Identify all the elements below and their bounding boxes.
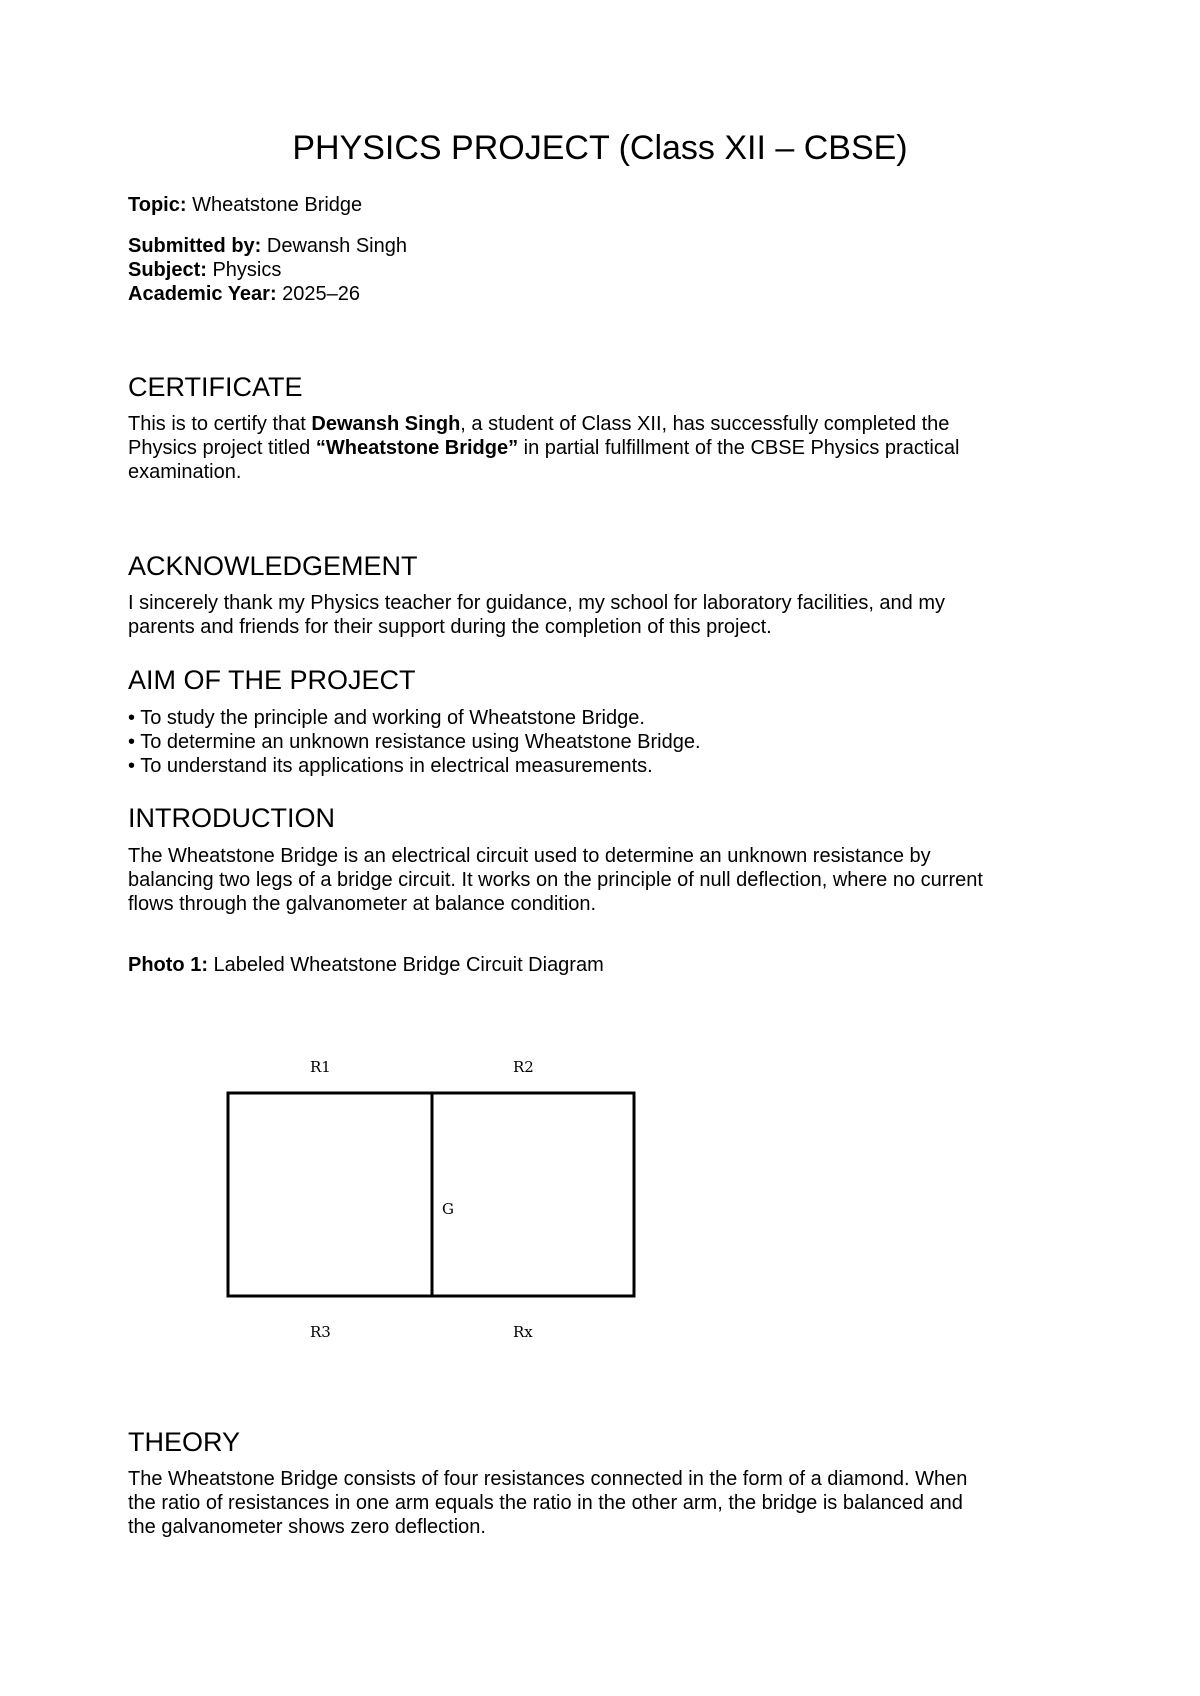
r1-label: R1 (310, 1058, 331, 1076)
theory-line: The Wheatstone Bridge consists of four resistances connected in the form of a diamond. When (128, 1468, 968, 1490)
topic-label: Topic: (128, 194, 187, 216)
submitted-by-label: Submitted by: (128, 235, 262, 257)
academic-year-value: 2025–26 (276, 283, 361, 305)
introduction-line: The Wheatstone Bridge is an electrical circuit used to determine an unknown resistance by (128, 845, 931, 867)
topic-value: Wheatstone Bridge (186, 194, 363, 216)
photo-caption-text: Labeled Wheatstone Bridge Circuit Diagram (208, 954, 604, 976)
r2-label: R2 (513, 1058, 534, 1076)
r3-label: R3 (310, 1323, 331, 1341)
introduction-heading: INTRODUCTION (128, 803, 335, 833)
page-title: PHYSICS PROJECT (Class XII – CBSE) (292, 129, 908, 167)
subject-label: Subject: (128, 259, 207, 281)
theory-heading: THEORY (128, 1427, 241, 1457)
galvanometer-label: G (442, 1200, 454, 1218)
theory-text (128, 1467, 1088, 1539)
submitted-by-value: Dewansh Singh (261, 235, 407, 257)
photo-label: Photo 1: (128, 954, 208, 976)
student-name: Dewansh Singh (311, 413, 461, 435)
acknowledgement-heading: ACKNOWLEDGEMENT (128, 551, 418, 581)
rx-label: Rx (513, 1323, 533, 1341)
certificate-text-part: , a student of Class XII, has successfully completed the (460, 413, 950, 435)
acknowledgement-line: parents and friends for their support during the completion of this project. (128, 616, 772, 638)
certificate-heading: CERTIFICATE (128, 372, 303, 402)
project-title: “Wheatstone Bridge” (315, 437, 519, 459)
list-item: • To study the principle and working of Wheatstone Bridge. (128, 707, 645, 729)
theory-line: the ratio of resistances in one arm equals the ratio in the other arm, the bridge is balanced and (128, 1492, 963, 1514)
certificate-text-part: This is to certify that (128, 413, 312, 435)
certificate-text-part: Physics project titled (128, 437, 316, 459)
theory-line: the galvanometer shows zero deflection. (128, 1516, 486, 1538)
list-item: • To understand its applications in electrical measurements. (128, 755, 653, 777)
introduction-line: flows through the galvanometer at balance condition. (128, 893, 597, 915)
academic-year-label: Academic Year: (128, 283, 277, 305)
acknowledgement-line: I sincerely thank my Physics teacher for guidance, my school for laboratory facilities, and my (128, 592, 946, 614)
certificate-text-part: examination. (128, 461, 242, 483)
certificate-text-part: in partial fulfillment of the CBSE Physics practical (518, 437, 960, 459)
subject-value: Physics (206, 259, 282, 281)
aim-heading: AIM OF THE PROJECT (128, 665, 416, 695)
list-item: • To determine an unknown resistance using Wheatstone Bridge. (128, 731, 701, 753)
introduction-line: balancing two legs of a bridge circuit. It works on the principle of null deflection, where no current (128, 869, 983, 891)
